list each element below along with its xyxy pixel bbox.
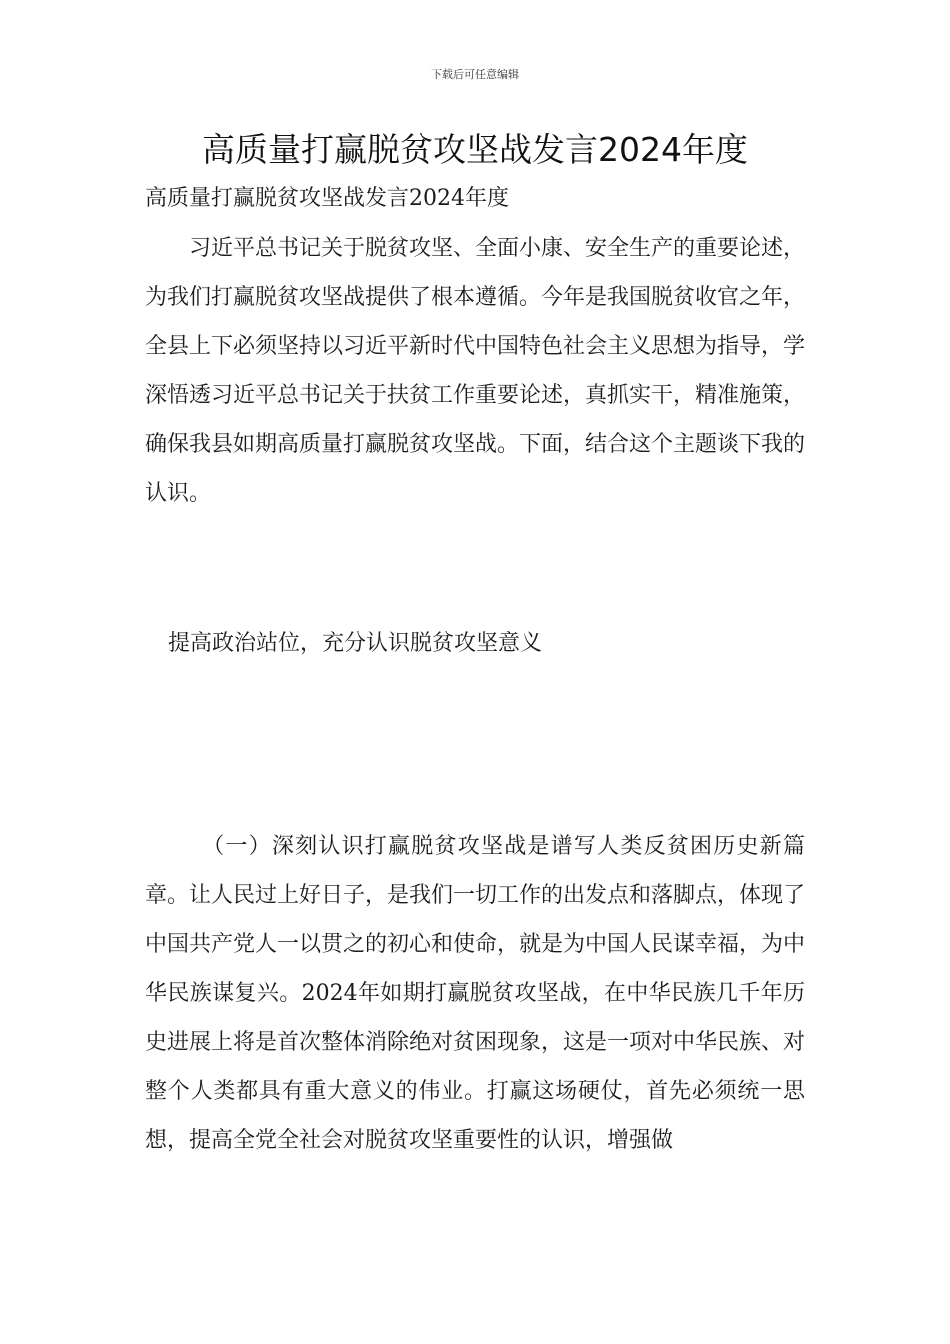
section-heading: 提高政治站位，充分认识脱贫攻坚意义 (168, 631, 543, 656)
section-paragraph: （一）深刻认识打赢脱贫攻坚战是谱写人类反贫困历史新篇章。让人民过上好日子，是我们一切工作的出发点和落脚点，体现了中国共产党人一以贯之的初心和使命，就是为中国人民谋幸福，为中华民族谋复兴。2024年如期打赢脱贫攻坚战，在中华民族几千年历史进展上将是首次整体消除绝对贫困现象，这是一项对中华民族、对整个人类都具有重大意义的伟业。打赢这场硬仗，首先必须统一思想，提高全党全社会对脱贫攻坚重要性的认识，增强做 (145, 834, 806, 1153)
document-title: 高质量打赢脱贫攻坚战发言2024年度 (202, 130, 748, 169)
document-subtitle: 高质量打赢脱贫攻坚战发言2024年度 (145, 186, 509, 211)
header-note: 下载后可任意编辑 (431, 68, 519, 81)
intro-paragraph: 习近平总书记关于脱贫攻坚、全面小康、安全生产的重要论述，为我们打赢脱贫攻坚战提供了根本遵循。今年是我国脱贫收官之年，全县上下必须坚持以习近平新时代中国特色社会主义思想为指导，学深悟透习近平总书记关于扶贫工作重要论述，真抓实干，精准施策，确保我县如期高质量打赢脱贫攻坚战。下面，结合这个主题谈下我的认识。 (145, 236, 806, 506)
